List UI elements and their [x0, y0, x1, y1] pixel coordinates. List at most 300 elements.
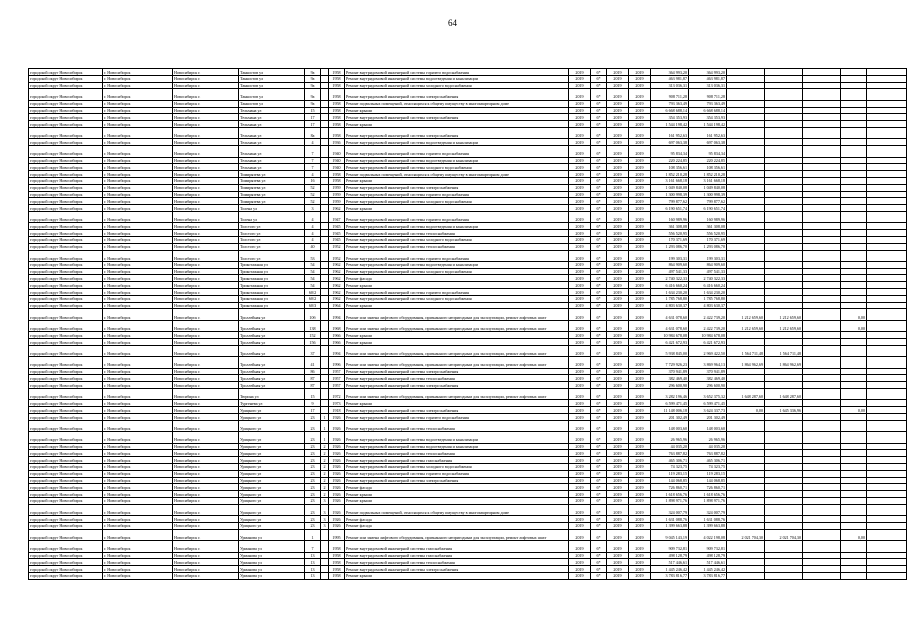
owners-funds-cell	[841, 382, 867, 389]
house-number-cell: 17	[305, 121, 321, 128]
start-year-cell: 2019	[607, 541, 629, 552]
local-budget-cell	[765, 82, 803, 89]
municipality-cell: городской округ Новосибирск	[29, 450, 103, 457]
regional-budget-cell	[727, 450, 765, 457]
work-type-cell: Ремонт внутридомовой инженерной системы холодного водоснабжения	[345, 268, 569, 275]
owners-funds-cell	[841, 121, 867, 128]
house-number-cell: 23	[305, 497, 321, 504]
house-number-cell: 23	[305, 414, 321, 421]
year-built-cell: 1958	[329, 107, 345, 114]
plan-year-cell: 2019	[569, 171, 591, 178]
city-cell: г. Новосибирск	[103, 382, 173, 389]
start-year-cell: 2019	[607, 243, 629, 250]
note-cell	[867, 114, 907, 121]
category-cell: 6*	[591, 420, 607, 431]
year-built-cell: 1959	[329, 198, 345, 205]
street-cell: Тельмана ул	[239, 164, 305, 171]
house-number-cell: 15	[305, 107, 321, 114]
work-type-cell: Ремонт крыши	[345, 282, 569, 289]
regional-budget-cell	[727, 75, 765, 82]
regional-budget-cell	[727, 184, 765, 191]
start-year-cell: 2019	[607, 184, 629, 191]
building-cell	[321, 295, 329, 302]
year-built-cell: 1996	[329, 357, 345, 368]
fund-cost-cell: 1 618 656,76	[689, 491, 727, 498]
settlement-cell: Новосибирск г.	[173, 205, 239, 212]
table-row	[29, 559, 907, 566]
work-type-cell: Ремонт внутридомовой инженерной системы водоотведения и канализации	[345, 261, 569, 268]
local-budget-cell	[765, 332, 803, 339]
house-number-cell: 9а	[305, 69, 321, 76]
note-cell	[867, 414, 907, 421]
other-sources-cell	[803, 407, 841, 414]
end-year-cell: 2019	[629, 463, 651, 470]
category-cell: 6*	[591, 566, 607, 573]
year-built-cell: 1945	[329, 230, 345, 237]
note-cell	[867, 420, 907, 431]
end-year-cell: 2019	[629, 443, 651, 450]
building-cell	[321, 236, 329, 243]
settlement-cell: Новосибирск г.	[173, 339, 239, 346]
note-cell	[867, 345, 907, 356]
category-cell: 6*	[591, 69, 607, 76]
total-cost-cell: 119 283,15	[651, 470, 689, 477]
start-year-cell: 2019	[607, 368, 629, 375]
category-cell: 6*	[591, 100, 607, 107]
category-cell: 6*	[591, 484, 607, 491]
end-year-cell: 2019	[629, 477, 651, 484]
house-number-cell: 7	[305, 157, 321, 164]
total-cost-cell: 220 224,85	[651, 157, 689, 164]
work-type-cell: Ремонт внутридомовой инженерной системы электроснабжения	[345, 566, 569, 573]
municipality-cell: городской округ Новосибирск	[29, 282, 103, 289]
plan-year-cell: 2019	[569, 389, 591, 400]
table-row	[29, 275, 907, 282]
total-cost-cell: 26 965,96	[651, 432, 689, 443]
fund-cost-cell: 1 300 998,39	[689, 191, 727, 198]
settlement-cell: Новосибирск г.	[173, 332, 239, 339]
plan-year-cell: 2019	[569, 566, 591, 573]
year-built-cell: 1926	[329, 463, 345, 470]
regional-budget-cell	[727, 295, 765, 302]
local-budget-cell	[765, 127, 803, 138]
table-row	[29, 121, 907, 128]
other-sources-cell	[803, 295, 841, 302]
table-row	[29, 400, 907, 407]
plan-year-cell: 2019	[569, 552, 591, 559]
municipality-cell: городской округ Новосибирск	[29, 484, 103, 491]
settlement-cell: Новосибирск г.	[173, 559, 239, 566]
start-year-cell: 2019	[607, 516, 629, 523]
building-cell	[321, 400, 329, 407]
city-cell: г. Новосибирск	[103, 177, 173, 184]
table-row	[29, 171, 907, 178]
year-built-cell: 1958	[329, 82, 345, 89]
owners-funds-cell	[841, 171, 867, 178]
total-cost-cell: 908 711,28	[651, 89, 689, 100]
regional-budget-cell	[727, 191, 765, 198]
start-year-cell: 2019	[607, 357, 629, 368]
city-cell: г. Новосибирск	[103, 191, 173, 198]
work-type-cell: Ремонт крыши	[345, 302, 569, 309]
fund-cost-cell: 1 785 768,80	[689, 295, 727, 302]
municipality-cell: городской округ Новосибирск	[29, 164, 103, 171]
owners-funds-cell	[841, 157, 867, 164]
total-cost-cell: 763 887,82	[651, 450, 689, 457]
fund-cost-cell: 199 303,31	[689, 250, 727, 261]
settlement-cell: Новосибирск г.	[173, 345, 239, 356]
fund-cost-cell: 6 599 471,45	[689, 400, 727, 407]
fund-cost-cell: 95 834,34	[689, 146, 727, 157]
work-type-cell: Ремонт крыши	[345, 572, 569, 579]
fund-cost-cell: 161 952,63	[689, 127, 727, 138]
city-cell: г. Новосибирск	[103, 100, 173, 107]
end-year-cell: 2019	[629, 450, 651, 457]
year-built-cell: 1926	[329, 477, 345, 484]
settlement-cell: Новосибирск г.	[173, 107, 239, 114]
total-cost-cell: 497 541,33	[651, 268, 689, 275]
street-cell: Троллейная ул	[239, 332, 305, 339]
owners-funds-cell	[841, 368, 867, 375]
table-row	[29, 432, 907, 443]
start-year-cell: 2019	[607, 522, 629, 529]
street-cell: Толстого ул	[239, 250, 305, 261]
owners-funds-cell	[841, 289, 867, 296]
year-built-cell: 1918	[329, 407, 345, 414]
local-budget-cell	[765, 497, 803, 504]
owners-funds-cell	[841, 261, 867, 268]
start-year-cell: 2019	[607, 457, 629, 464]
work-type-cell: Ремонт внутридомовой инженерной системы теплоснабжения	[345, 420, 569, 431]
local-budget-cell	[765, 400, 803, 407]
street-cell: Урманова ул	[239, 552, 305, 559]
work-type-cell: Ремонт внутридомовой инженерной системы водоотведения и канализации	[345, 443, 569, 450]
municipality-cell: городской округ Новосибирск	[29, 302, 103, 309]
fund-cost-cell: 726 860,71	[689, 484, 727, 491]
start-year-cell: 2019	[607, 121, 629, 128]
end-year-cell: 2019	[629, 382, 651, 389]
note-cell	[867, 522, 907, 529]
year-built-cell: 1959	[329, 184, 345, 191]
building-cell	[321, 114, 329, 121]
year-built-cell: 1926	[329, 420, 345, 431]
fund-cost-cell: 497 541,33	[689, 268, 727, 275]
table-row	[29, 100, 907, 107]
owners-funds-cell	[841, 243, 867, 250]
settlement-cell: Новосибирск г.	[173, 230, 239, 237]
house-number-cell: 60/3	[305, 302, 321, 309]
other-sources-cell	[803, 177, 841, 184]
regional-budget-cell	[727, 339, 765, 346]
fund-cost-cell: 1 631 088,76	[689, 516, 727, 523]
city-cell: г. Новосибирск	[103, 261, 173, 268]
end-year-cell: 2019	[629, 516, 651, 523]
house-number-cell: 87	[305, 375, 321, 382]
regional-budget-cell	[727, 463, 765, 470]
fund-cost-cell: 3 783 816,77	[689, 572, 727, 579]
category-cell: 6*	[591, 432, 607, 443]
total-cost-cell: 1 300 998,39	[651, 191, 689, 198]
owners-funds-cell	[841, 177, 867, 184]
category-cell: 6*	[591, 198, 607, 205]
other-sources-cell	[803, 100, 841, 107]
house-number-cell: 7	[305, 541, 321, 552]
house-number-cell: 152	[305, 332, 321, 339]
municipality-cell: городской округ Новосибирск	[29, 382, 103, 389]
category-cell: 6*	[591, 497, 607, 504]
municipality-cell: городской округ Новосибирск	[29, 139, 103, 146]
building-cell	[321, 572, 329, 579]
work-type-cell: Ремонт внутридомовой инженерной системы теплоснабжения	[345, 230, 569, 237]
house-number-cell: 54	[305, 275, 321, 282]
note-cell	[867, 268, 907, 275]
category-cell: 6*	[591, 243, 607, 250]
city-cell: г. Новосибирск	[103, 522, 173, 529]
city-cell: г. Новосибирск	[103, 552, 173, 559]
street-cell: Урицкого ул	[239, 407, 305, 414]
house-number-cell: 54	[305, 261, 321, 268]
regional-budget-cell	[727, 236, 765, 243]
settlement-cell: Новосибирск г.	[173, 223, 239, 230]
building-cell: 2	[321, 484, 329, 491]
local-budget-cell: 1 212 659,60	[765, 320, 803, 331]
municipality-cell: городской округ Новосибирск	[29, 491, 103, 498]
street-cell: Танкистов ул	[239, 100, 305, 107]
start-year-cell: 2019	[607, 236, 629, 243]
regional-budget-cell	[727, 282, 765, 289]
other-sources-cell	[803, 289, 841, 296]
year-built-cell: 1968	[329, 320, 345, 331]
house-number-cell: 4	[305, 230, 321, 237]
regional-budget-cell: 1 212 659,60	[727, 309, 765, 320]
settlement-cell: Новосибирск г.	[173, 516, 239, 523]
owners-funds-cell: 0,00	[841, 320, 867, 331]
owners-funds-cell	[841, 191, 867, 198]
plan-year-cell: 2019	[569, 382, 591, 389]
street-cell: Тельмана ул	[239, 127, 305, 138]
plan-year-cell: 2019	[569, 400, 591, 407]
work-type-cell: Ремонт внутридомовой инженерной системы холодного водоснабжения	[345, 295, 569, 302]
table-row	[29, 75, 907, 82]
regional-budget-cell	[727, 400, 765, 407]
owners-funds-cell	[841, 389, 867, 400]
plan-year-cell: 2019	[569, 89, 591, 100]
city-cell: г. Новосибирск	[103, 89, 173, 100]
total-cost-cell: 161 952,63	[651, 127, 689, 138]
other-sources-cell	[803, 146, 841, 157]
street-cell: Трикотажная ул	[239, 275, 305, 282]
year-built-cell: 1995	[329, 529, 345, 540]
street-cell: Тимирязева ул	[239, 198, 305, 205]
street-cell: Троллейная ул	[239, 320, 305, 331]
work-type-cell: Ремонт или замена лифтового оборудования, признанного непригодным для эксплуатации, ремонт лифтовых шахт	[345, 320, 569, 331]
house-number-cell: 7	[305, 164, 321, 171]
start-year-cell: 2019	[607, 198, 629, 205]
municipality-cell: городской округ Новосибирск	[29, 121, 103, 128]
plan-year-cell: 2019	[569, 184, 591, 191]
work-type-cell: Ремонт или замена лифтового оборудования, признанного непригодным для эксплуатации, ремонт лифтовых шахт	[345, 345, 569, 356]
owners-funds-cell	[841, 82, 867, 89]
total-cost-cell: 74 323,75	[651, 463, 689, 470]
year-built-cell: 1964	[329, 302, 345, 309]
street-cell: Урицкого ул	[239, 504, 305, 515]
plan-year-cell: 2019	[569, 295, 591, 302]
year-built-cell: 1962	[329, 289, 345, 296]
street-cell: Троллейная ул	[239, 368, 305, 375]
start-year-cell: 2019	[607, 420, 629, 431]
street-cell: Танкистов ул	[239, 89, 305, 100]
owners-funds-cell	[841, 302, 867, 309]
building-cell	[321, 164, 329, 171]
total-cost-cell: 4 631 078,60	[651, 309, 689, 320]
table-row	[29, 332, 907, 339]
year-built-cell: 1958	[329, 89, 345, 100]
note-cell	[867, 382, 907, 389]
start-year-cell: 2019	[607, 295, 629, 302]
house-number-cell: 7	[305, 146, 321, 157]
regional-budget-cell	[727, 504, 765, 515]
note-cell	[867, 89, 907, 100]
category-cell: 6*	[591, 184, 607, 191]
city-cell: г. Новосибирск	[103, 516, 173, 523]
local-budget-cell	[765, 107, 803, 114]
total-cost-cell: 517 446,61	[651, 559, 689, 566]
start-year-cell: 2019	[607, 484, 629, 491]
fund-cost-cell: 793 363,49	[689, 100, 727, 107]
fund-cost-cell: 763 887,82	[689, 450, 727, 457]
settlement-cell: Новосибирск г.	[173, 432, 239, 443]
local-budget-cell	[765, 261, 803, 268]
year-built-cell: 1952	[329, 250, 345, 261]
other-sources-cell	[803, 320, 841, 331]
table-row	[29, 89, 907, 100]
year-built-cell: 1926	[329, 484, 345, 491]
local-budget-cell	[765, 211, 803, 222]
fund-cost-cell: 2 740 322,33	[689, 275, 727, 282]
owners-funds-cell	[841, 282, 867, 289]
plan-year-cell: 2019	[569, 236, 591, 243]
start-year-cell: 2019	[607, 275, 629, 282]
start-year-cell: 2019	[607, 75, 629, 82]
building-cell	[321, 205, 329, 212]
building-cell: 3	[321, 516, 329, 523]
settlement-cell: Новосибирск г.	[173, 184, 239, 191]
work-type-cell: Ремонт крыши	[345, 121, 569, 128]
street-cell: Толстого ул	[239, 236, 305, 243]
work-type-cell: Ремонт внутридомовой инженерной системы водоотведения и канализации	[345, 223, 569, 230]
street-cell: Урицкого ул	[239, 497, 305, 504]
start-year-cell: 2019	[607, 107, 629, 114]
settlement-cell: Новосибирск г.	[173, 450, 239, 457]
building-cell	[321, 332, 329, 339]
work-type-cell: Ремонт фасада	[345, 484, 569, 491]
municipality-cell: городской округ Новосибирск	[29, 82, 103, 89]
table-row	[29, 184, 907, 191]
local-budget-cell: 2 021 704,30	[765, 529, 803, 540]
total-cost-cell: 95 834,34	[651, 146, 689, 157]
fund-cost-cell: 1 544 198,42	[689, 121, 727, 128]
fund-cost-cell: 2 422 739,20	[689, 320, 727, 331]
total-cost-cell: 463 981,87	[651, 75, 689, 82]
local-budget-cell	[765, 572, 803, 579]
city-cell: г. Новосибирск	[103, 463, 173, 470]
other-sources-cell	[803, 164, 841, 171]
owners-funds-cell	[841, 432, 867, 443]
fund-cost-cell: 1 898 971,76	[689, 497, 727, 504]
total-cost-cell: 3 161 668,18	[651, 177, 689, 184]
local-budget-cell	[765, 295, 803, 302]
city-cell: г. Новосибирск	[103, 82, 173, 89]
work-type-cell: Ремонт внутридомовой инженерной системы электроснабжения	[345, 89, 569, 100]
start-year-cell: 2019	[607, 82, 629, 89]
municipality-cell: городской округ Новосибирск	[29, 375, 103, 382]
end-year-cell: 2019	[629, 268, 651, 275]
local-budget-cell	[765, 470, 803, 477]
note-cell	[867, 443, 907, 450]
note-cell	[867, 400, 907, 407]
end-year-cell: 2019	[629, 368, 651, 375]
house-number-cell: 60/2	[305, 289, 321, 296]
year-built-cell: 1958	[329, 100, 345, 107]
year-built-cell: 1958	[329, 69, 345, 76]
building-cell	[321, 309, 329, 320]
regional-budget-cell	[727, 157, 765, 164]
total-cost-cell: 1 293 086,70	[651, 243, 689, 250]
table-row	[29, 382, 907, 389]
municipality-cell: городской округ Новосибирск	[29, 357, 103, 368]
street-cell: Урицкого ул	[239, 491, 305, 498]
table-row	[29, 157, 907, 164]
settlement-cell: Новосибирск г.	[173, 295, 239, 302]
settlement-cell: Новосибирск г.	[173, 309, 239, 320]
house-number-cell: 23	[305, 477, 321, 484]
table-row	[29, 268, 907, 275]
other-sources-cell	[803, 477, 841, 484]
category-cell: 6*	[591, 552, 607, 559]
regional-budget-cell	[727, 541, 765, 552]
street-cell: Урицкого ул	[239, 432, 305, 443]
settlement-cell: Новосибирск г.	[173, 522, 239, 529]
other-sources-cell	[803, 375, 841, 382]
local-budget-cell	[765, 171, 803, 178]
start-year-cell: 2019	[607, 223, 629, 230]
city-cell: г. Новосибирск	[103, 146, 173, 157]
building-cell	[321, 243, 329, 250]
municipality-cell: городской округ Новосибирск	[29, 566, 103, 573]
other-sources-cell	[803, 250, 841, 261]
note-cell	[867, 184, 907, 191]
table-row	[29, 470, 907, 477]
owners-funds-cell	[841, 75, 867, 82]
category-cell: 6*	[591, 121, 607, 128]
other-sources-cell	[803, 382, 841, 389]
building-cell: 2	[321, 450, 329, 457]
building-cell	[321, 357, 329, 368]
building-cell	[321, 275, 329, 282]
note-cell	[867, 139, 907, 146]
municipality-cell: городской округ Новосибирск	[29, 368, 103, 375]
street-cell: Тельмана ул	[239, 121, 305, 128]
building-cell	[321, 121, 329, 128]
city-cell: г. Новосибирск	[103, 470, 173, 477]
settlement-cell: Новосибирск г.	[173, 497, 239, 504]
category-cell: 6*	[591, 309, 607, 320]
work-type-cell: Ремонт крыши	[345, 400, 569, 407]
fund-cost-cell: 909 732,81	[689, 541, 727, 552]
work-type-cell: Ремонт подвальных помещений, относящихся к общему имуществу в многоквартирном доме	[345, 171, 569, 178]
end-year-cell: 2019	[629, 230, 651, 237]
end-year-cell: 2019	[629, 89, 651, 100]
